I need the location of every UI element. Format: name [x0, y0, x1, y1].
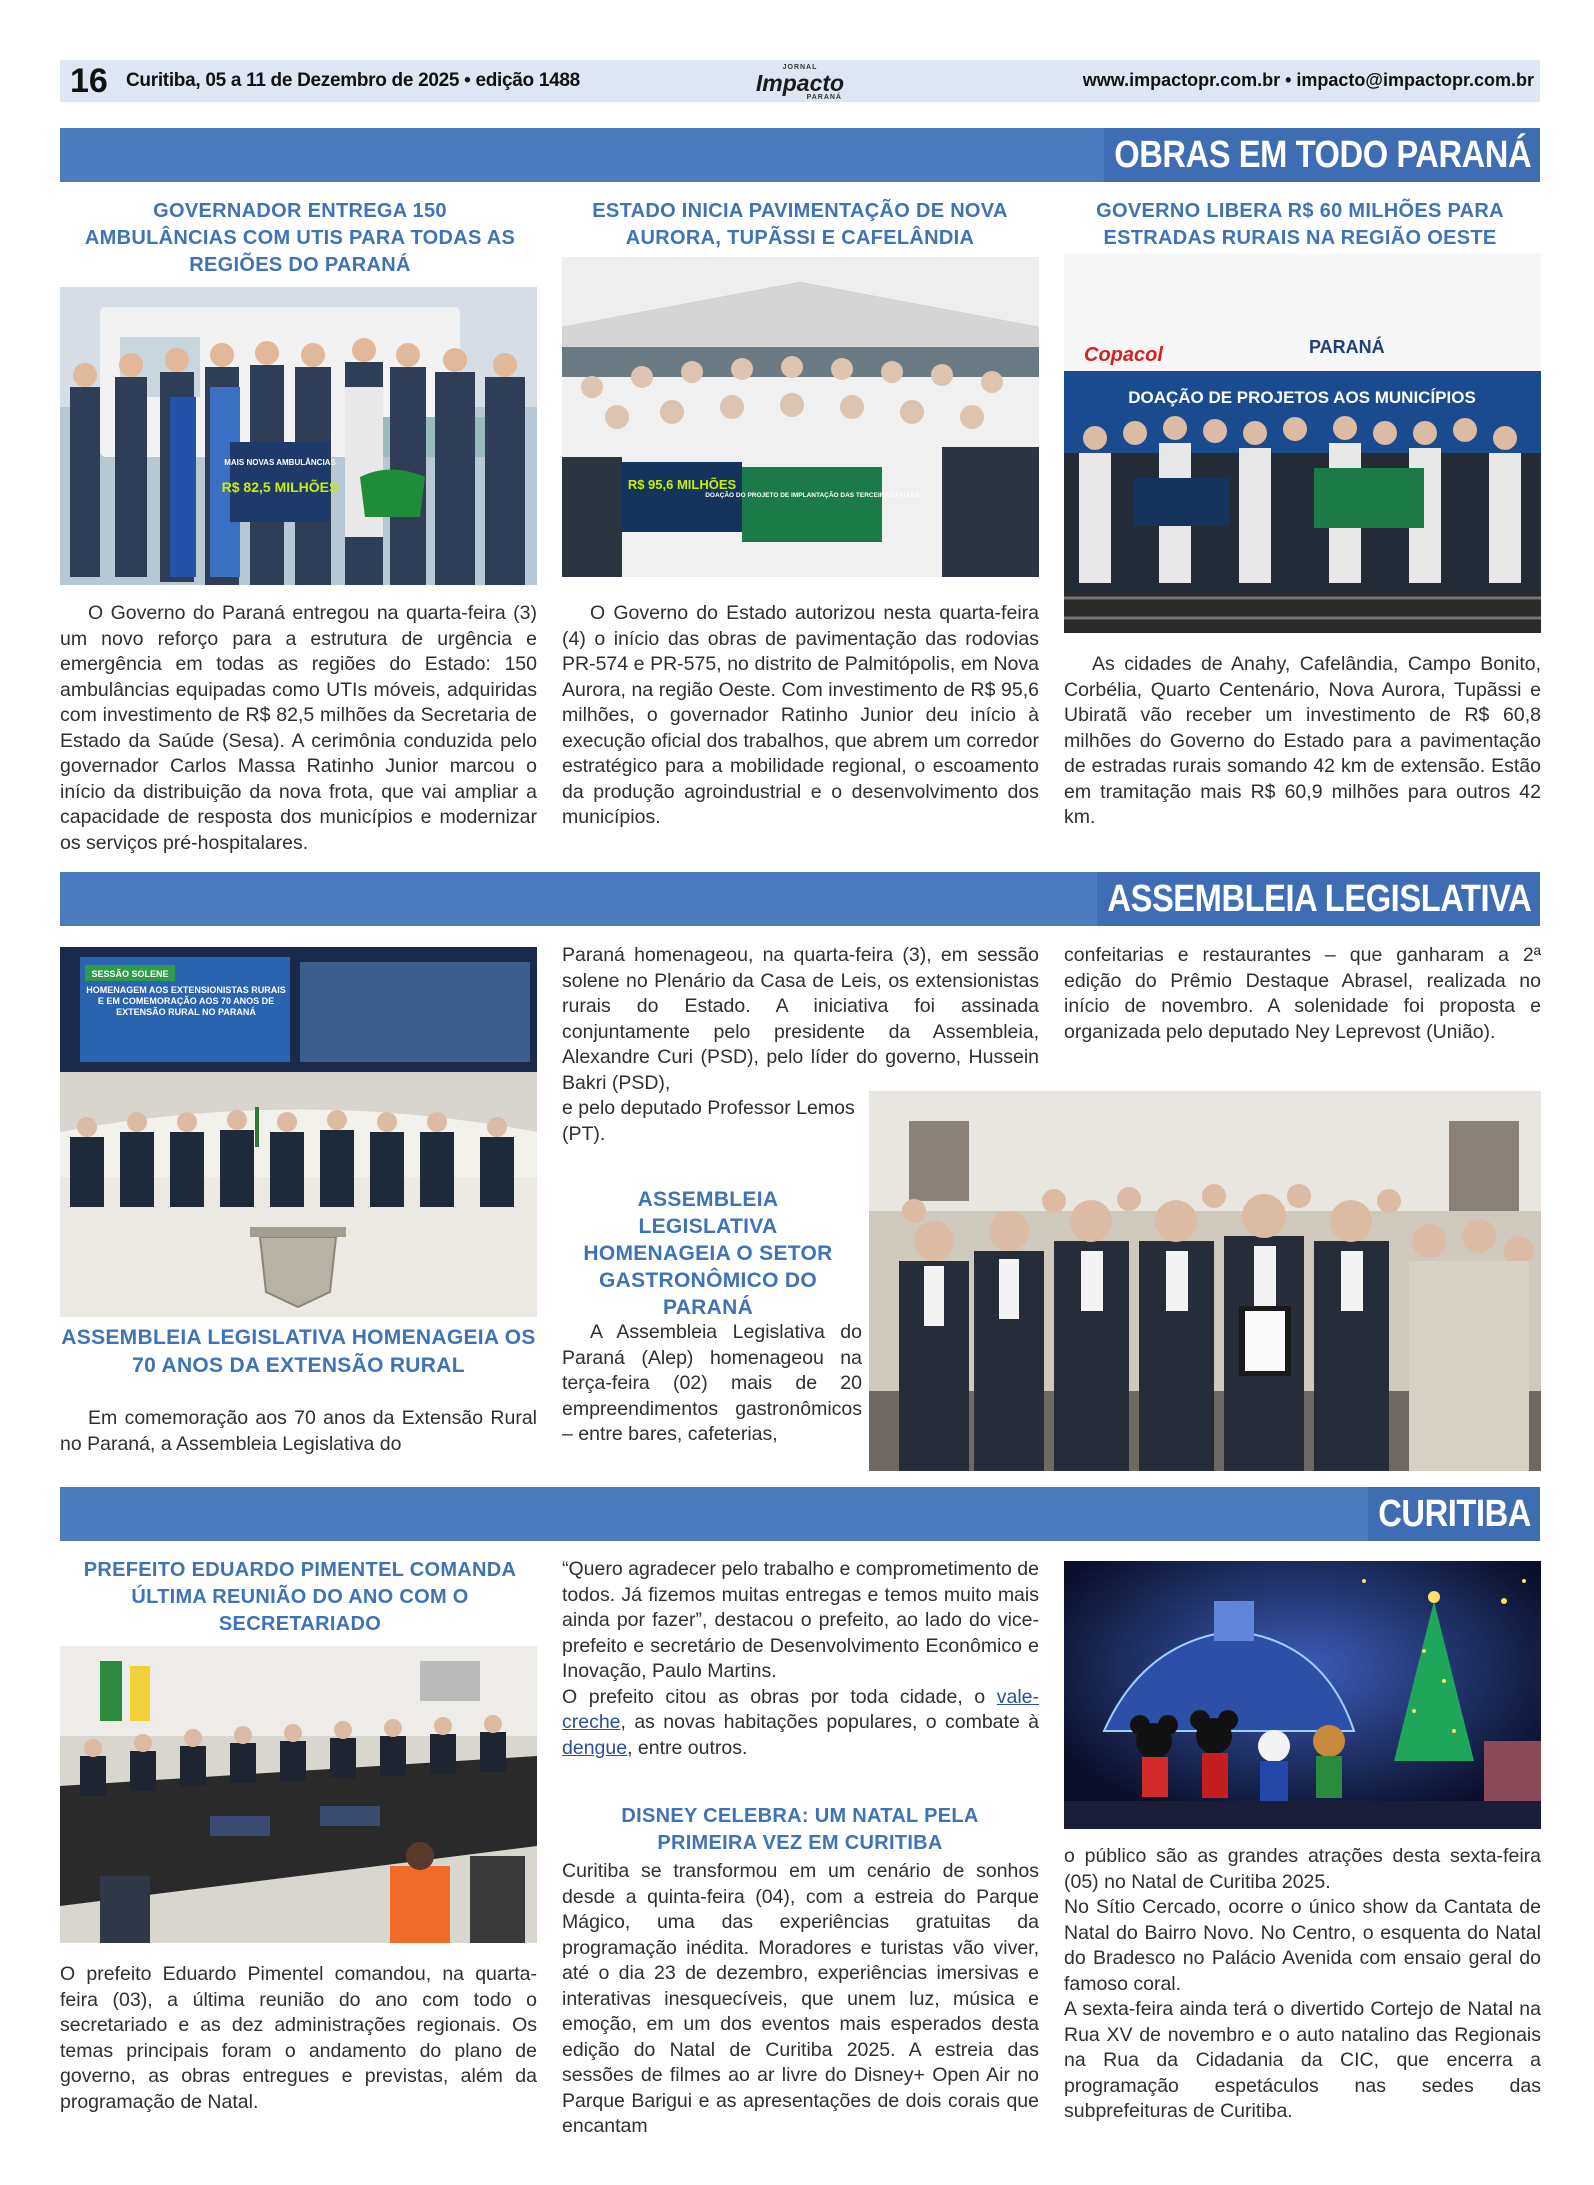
section-title-obras: OBRAS EM TODO PARANÁ: [1104, 128, 1540, 182]
section-bar-curitiba: [60, 1487, 1540, 1541]
article-ambulancias: [60, 601, 537, 856]
article-extensao-rural-cont-text: Paraná homenageou, na quarta-feira (3), em sessão solene no Plenário da Casa de Leis, os extensionistas rurais do Estado. A iniciativa foi assinada conjuntamente pelo presidente da Assembleia, Alexandre Curi (PSD), pelo líder do governo, Hussein Bakri (PSD),: [562, 944, 1039, 1094]
article-disney-cont1: o público são as grandes atrações desta sexta-feira (05) no Natal de Curitiba 2025.: [1064, 1845, 1541, 1893]
photo-screen-text: HOMENAGEM AOS EXTENSIONISTAS RURAIS E EM COMEMORAÇÃO AOS 70 ANOS DE EXTENSÃO RURAL NO PARANÁ: [86, 985, 286, 1017]
photo-gastronomia: [869, 1091, 1541, 1471]
article-reuniao-text: O prefeito Eduardo Pimentel comandou, na quarta-feira (03), a última reunião do ano com todo o secretariado e as dez administrações regionais. Os temas principais foram o andamento do plano de governo, as obras entregues e previstas, além da programação de Natal.: [60, 1963, 537, 2113]
article-estradas-rurais-text: As cidades de Anahy, Cafelândia, Campo Bonito, Corbélia, Quarto Centenário, Nova Aurora, Tupãssi e Ubiratã vão receber um investimento de R$ 60,8 milhões do Governo do Estado para a pavimentação de estradas rurais somando 42 km de extensão. Estão em tramitação mais R$ 60,9 milhões para outros 42 km.: [1064, 653, 1541, 828]
article-ambulancias-text: O Governo do Paraná entregou na quarta-feira (3) um novo reforço para a estrutura de urgência e emergência em todas as regiões do Estado: 150 ambulâncias equipadas como UTIs móveis, adquiridas com investimento de R$ 82,5 milhões da Secretaria de Estado da Saúde (Sesa). A cerimônia conduzida pelo governador Carlos Massa Ratinho Junior marcou o início da distribuição da nova frota, que vai ampliar a capacidade de resposta dos municípios e modernizar os serviços pré-hospitalares.: [60, 602, 537, 854]
article-gastronomia-cont-text: confeitarias e restaurantes – que ganharam a 2ª edição do Prêmio Destaque Abrasel, realizada no início de novembro. A solenidade foi proposta e organizada pelo deputado Ney Leprevost (União).: [1064, 944, 1541, 1043]
article-reuniao-quote-text: “Quero agradecer pelo trabalho e comprometimento de todos. Já fizemos muitas entregas e temos muito mais ainda por fazer”, destacou o prefeito, ao lado do vice-prefeito e secretário de Desenvolvimento Econômico e Inovação, Paulo Martins.: [562, 1558, 1039, 1682]
article-disney-cont3: A sexta-feira ainda terá o divertido Cortejo de Natal na Rua XV de novembro e o auto natalino das Regionais na Rua da Cidadania da CIC, que encerra a programação espetáculos nas sedes das subprefeituras de Curitiba.: [1064, 1998, 1541, 2122]
article-disney-cont2: No Sítio Cercado, ocorre o único show da Cantata de Natal do Bairro Novo. No Centro, o esquenta do Natal do Bradesco no Palácio Avenida com ensaio geral do famoso coral.: [1064, 1896, 1541, 1995]
photo-pavimentacao: [562, 257, 1039, 577]
section-bar-obras: [60, 128, 1540, 182]
photo-banner: DOAÇÃO DE PROJETOS AOS MUNICÍPIOS: [1128, 388, 1476, 407]
photo-estradas-rurais: [1064, 253, 1541, 633]
logo-name: Impacto: [755, 70, 845, 96]
contact-info[interactable]: www.impactopr.com.br • impacto@impactopr.com.br: [1082, 70, 1534, 90]
photo-tag: SESSÃO SOLENE: [91, 969, 169, 979]
dateline: Curitiba, 05 a 11 de Dezembro de 2025 • edição 1488: [126, 70, 580, 91]
section-title-assembleia: ASSEMBLEIA LEGISLATIVA: [1097, 872, 1540, 926]
photo-brand: Copacol: [1084, 344, 1163, 366]
article-extensao-rural-cont2: [562, 1096, 862, 1147]
link-vale-creche[interactable]: vale-creche: [562, 1685, 1039, 1733]
page-number: 16: [70, 62, 108, 100]
section-title-curitiba: CURITIBA: [1368, 1487, 1540, 1541]
photo-sign-top: MAIS NOVAS AMBULÂNCIAS: [224, 458, 336, 467]
article-gastronomia-cont: [1064, 943, 1541, 1045]
article-extensao-rural-cont2-text: e pelo deputado Professor Lemos (PT).: [562, 1097, 855, 1145]
headline-extensao-rural: ASSEMBLEIA LEGISLATIVA HOMENAGEIA OS 70 ANOS DA EXTENSÃO RURAL: [61, 1326, 536, 1377]
logo-bottom: PARANÁ: [806, 94, 842, 101]
article-extensao-rural-cont: [562, 943, 1039, 1096]
obras-text-post: , entre outros.: [627, 1736, 748, 1759]
headline-disney: DISNEY CELEBRA: UM NATAL PELA PRIMEIRA VEZ EM CURITIBA: [621, 1805, 979, 1854]
logo-top: JORNAL: [782, 64, 818, 71]
article-reuniao: [60, 1962, 537, 2115]
section-bar-assembleia: [60, 872, 1540, 926]
article-disney: [562, 1859, 1039, 2140]
photo-sign-amount-2: R$ 95,6 MILHÕES: [627, 477, 737, 492]
photo-sign-amount: R$ 82,5 MILHÕES: [221, 479, 339, 495]
photo-sign-doacao: DOAÇÃO DO PROJETO DE IMPLANTAÇÃO DAS TERCEIRAS FAIXAS: [705, 492, 919, 499]
photo-ambulancias: [60, 287, 537, 585]
photo-state: PARANÁ: [1309, 337, 1385, 357]
photo-sessao-solene: [60, 947, 537, 1317]
article-gastronomia-start: [562, 1320, 862, 1448]
link-dengue[interactable]: dengue: [562, 1736, 628, 1759]
headline-reuniao: PREFEITO EDUARDO PIMENTEL COMANDA ÚLTIMA REUNIÃO DO ANO COM O SECRETARIADO: [83, 1559, 517, 1635]
article-estradas-rurais: [1064, 652, 1541, 831]
article-extensao-rural-start: [60, 1406, 537, 1457]
article-reuniao-obras: [562, 1685, 1039, 1762]
newspaper-logo[interactable]: [744, 64, 856, 100]
headline-estradas-rurais: GOVERNO LIBERA R$ 60 MILHÕES PARA ESTRADAS RURAIS NA REGIÃO OESTE: [1096, 200, 1504, 249]
article-extensao-rural-start-text: Em comemoração aos 70 anos da Extensão Rural no Paraná, a Assembleia Legislativa do: [60, 1407, 537, 1455]
article-reuniao-quote: [562, 1557, 1039, 1761]
article-pavimentacao: [562, 601, 1039, 831]
photo-natal-disney: [1064, 1561, 1541, 1829]
article-pavimentacao-text: O Governo do Estado autorizou nesta quarta-feira (4) o início das obras de pavimentação das rodovias PR-574 e PR-575, no distrito de Palmitópolis, em Nova Aurora, na região Oeste. Com investimento de R$ 95,6 milhões, o governador Ratinho Junior deu início à execução oficial dos trabalhos, que abrem um corredor estratégico para a mobilidade regional, o escoamento da produção agroindustrial e o desenvolvimento dos municípios.: [562, 602, 1039, 828]
article-disney-cont: [1064, 1844, 1541, 2125]
obras-text-pre: O prefeito citou as obras por toda cidade, o: [562, 1685, 997, 1708]
headline-pavimentacao: ESTADO INICIA PAVIMENTAÇÃO DE NOVA AURORA, TUPÃSSI E CAFELÂNDIA: [592, 200, 1008, 249]
article-gastronomia-start-text: A Assembleia Legislativa do Paraná (Alep) homenageou na terça-feira (02) mais de 20 empreendimentos gastronômicos – entre bares, cafeterias,: [562, 1321, 862, 1445]
photo-reuniao: [60, 1646, 537, 1943]
headline-ambulancias: GOVERNADOR ENTREGA 150 AMBULÂNCIAS COM UTIS PARA TODAS AS REGIÕES DO PARANÁ: [84, 200, 516, 276]
headline-gastronomia: ASSEMBLEIA LEGISLATIVA HOMENAGEIA O SETOR GASTRONÔMICO DO PARANÁ: [583, 1188, 833, 1319]
article-disney-text: Curitiba se transformou em um cenário de sonhos desde a quinta-feira (04), com a estreia do Parque Mágico, uma das experiências gratuitas da programação inédita. Moradores e turistas vão viver, até o dia 23 de dezembro, experiências imersivas e interativas inesquecíveis, que unem luz, música e emoção, em um dos eventos mais esperados desta edição do Natal de Curitiba 2025. A estreia das sessões de filmes ao ar livre do Disney+ Open Air no Parque Barigui e as apresentações de dois corais que encantam: [562, 1860, 1039, 2137]
obras-text-mid: , as novas habitações populares, o combate à: [620, 1711, 1039, 1733]
